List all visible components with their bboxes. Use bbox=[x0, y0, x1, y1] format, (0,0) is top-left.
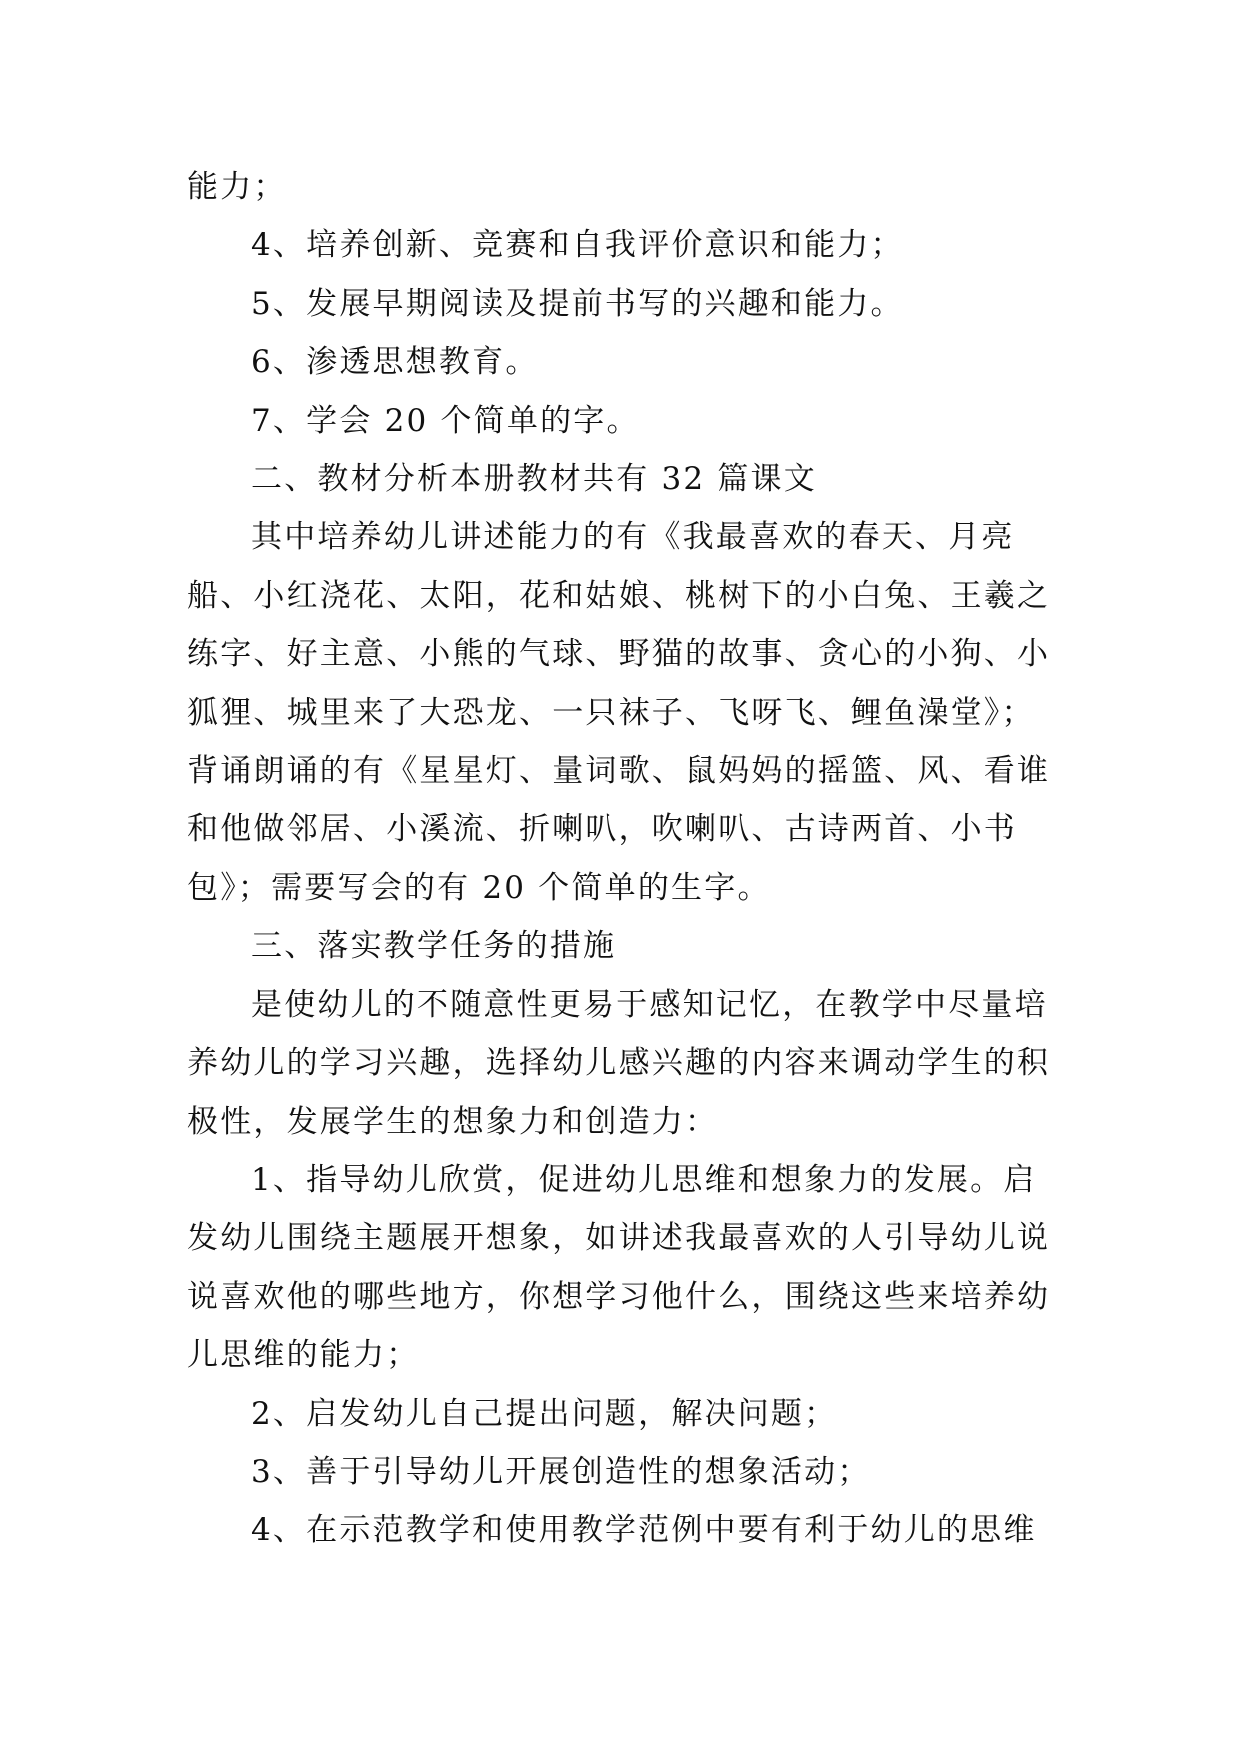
paragraph-continuation: 能力； bbox=[187, 169, 287, 205]
paragraph-item-7: 7、学会 20 个简单的字。 bbox=[251, 402, 640, 439]
paragraph-measure-1: 1、指导幼儿欣赏，促进幼儿思维和想象力的发展。启发幼儿围绕主题展开想象，如讲述我最喜欢的人引导幼儿说说喜欢他的哪些地方，你想学习他什么，围绕这些来培养幼儿思维的能力； bbox=[187, 1161, 1051, 1374]
paragraph-item-6: 6、渗透思想教育。 bbox=[251, 344, 539, 381]
paragraph-measure-4: 4、在示范教学和使用教学范例中要有利于幼儿的思维 bbox=[251, 1512, 1037, 1549]
paragraph-item-4: 4、培养创新、竞赛和自我评价意识和能力； bbox=[251, 227, 904, 264]
document-body bbox=[187, 158, 1067, 1560]
section-heading-three: 三、落实教学任务的措施 bbox=[251, 928, 617, 965]
paragraph-measure-3: 3、善于引导幼儿开展创造性的想象活动； bbox=[251, 1453, 871, 1490]
paragraph-measure-2: 2、启发幼儿自己提出问题，解决问题； bbox=[251, 1395, 838, 1432]
paragraph-item-5: 5、发展早期阅读及提前书写的兴趣和能力。 bbox=[251, 285, 904, 322]
section-heading-two: 二、教材分析本册教材共有 32 篇课文 bbox=[251, 461, 817, 498]
paragraph-textbook-analysis: 其中培养幼儿讲述能力的有《我最喜欢的春天、月亮船、小红浇花、太阳，花和姑娘、桃树下的小白兔、王羲之练字、好主意、小熊的气球、野猫的故事、贪心的小狗、小狐狸、城里来了大恐龙、一只袜子、飞呀飞、鲤鱼澡堂》；背诵朗诵的有《星星灯、量词歌、鼠妈妈的摇篮、风、看谁和他做邻居、小溪流、折喇叭，吹喇叭、古诗两首、小书包》；需要写会的有 20 个简单的生字。 bbox=[187, 519, 1051, 906]
paragraph-measures-intro: 是使幼儿的不随意性更易于感知记忆，在教学中尽量培养幼儿的学习兴趣，选择幼儿感兴趣的内容来调动学生的积极性，发展学生的想象力和创造力： bbox=[187, 986, 1051, 1140]
